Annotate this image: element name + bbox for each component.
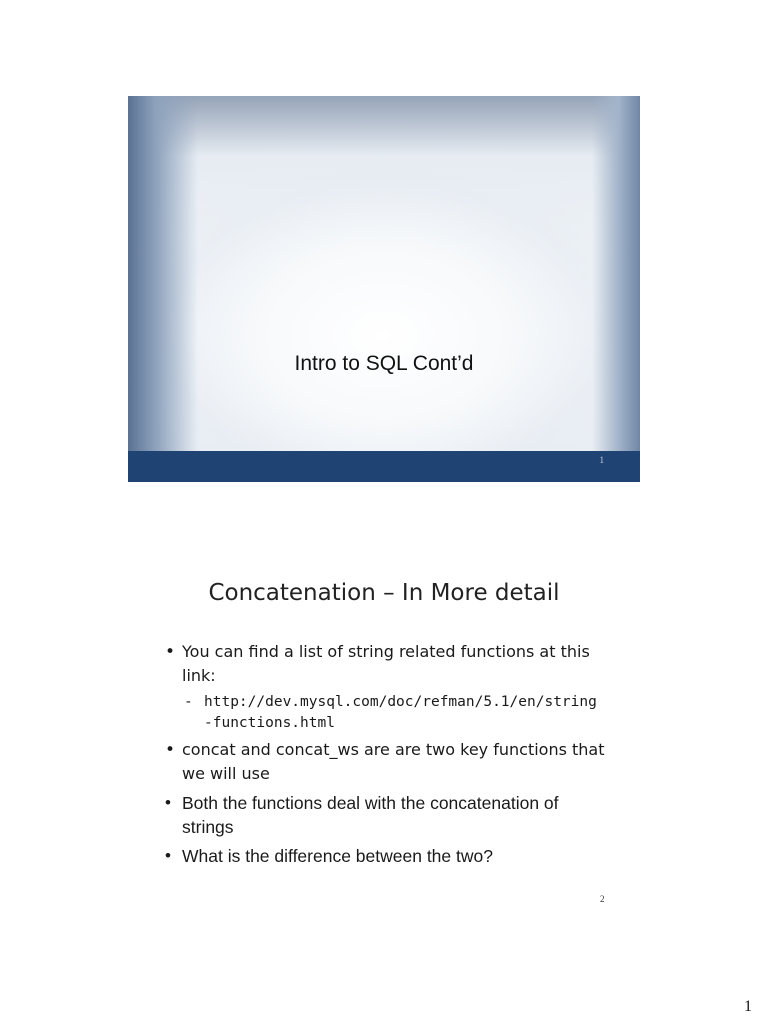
slide-1-title: Intro to SQL Cont’d — [294, 352, 474, 375]
slide-2 — [128, 560, 640, 920]
bullet-text: concat and concat_ws are are two key functions that we will use — [182, 740, 605, 783]
sub-bullet-link — [182, 692, 604, 734]
dash-icon: - — [184, 694, 193, 710]
link-text: http://dev.mysql.com/doc/refman/5.1/en/string-functions.html — [204, 694, 597, 731]
slide-footer-bar — [128, 451, 640, 482]
bullet-item — [160, 844, 610, 868]
bullet-list — [160, 640, 610, 868]
slide-background-gradient — [128, 96, 640, 156]
slide-2-title: Concatenation – In More detail — [208, 580, 560, 606]
bullet-text: Both the functions deal with the concatenation of strings — [182, 793, 559, 837]
bullet-item — [160, 791, 610, 839]
bullet-text: What is the difference between the two? — [182, 846, 493, 866]
bullet-icon: • — [165, 642, 176, 662]
bullet-icon: • — [165, 793, 171, 812]
bullet-icon: • — [165, 740, 176, 760]
slide-2-number: 2 — [600, 894, 605, 904]
slide-1-number: 1 — [599, 455, 604, 465]
bullet-item — [160, 640, 610, 734]
bullet-icon: • — [165, 846, 171, 865]
bullet-text: You can find a list of string related functions at this link: — [182, 642, 590, 685]
page-number: 1 — [744, 998, 752, 1015]
slide-edge-right — [592, 96, 640, 451]
bullet-item — [160, 738, 610, 786]
slide-1 — [128, 96, 640, 482]
slide-edge-left — [128, 96, 198, 451]
